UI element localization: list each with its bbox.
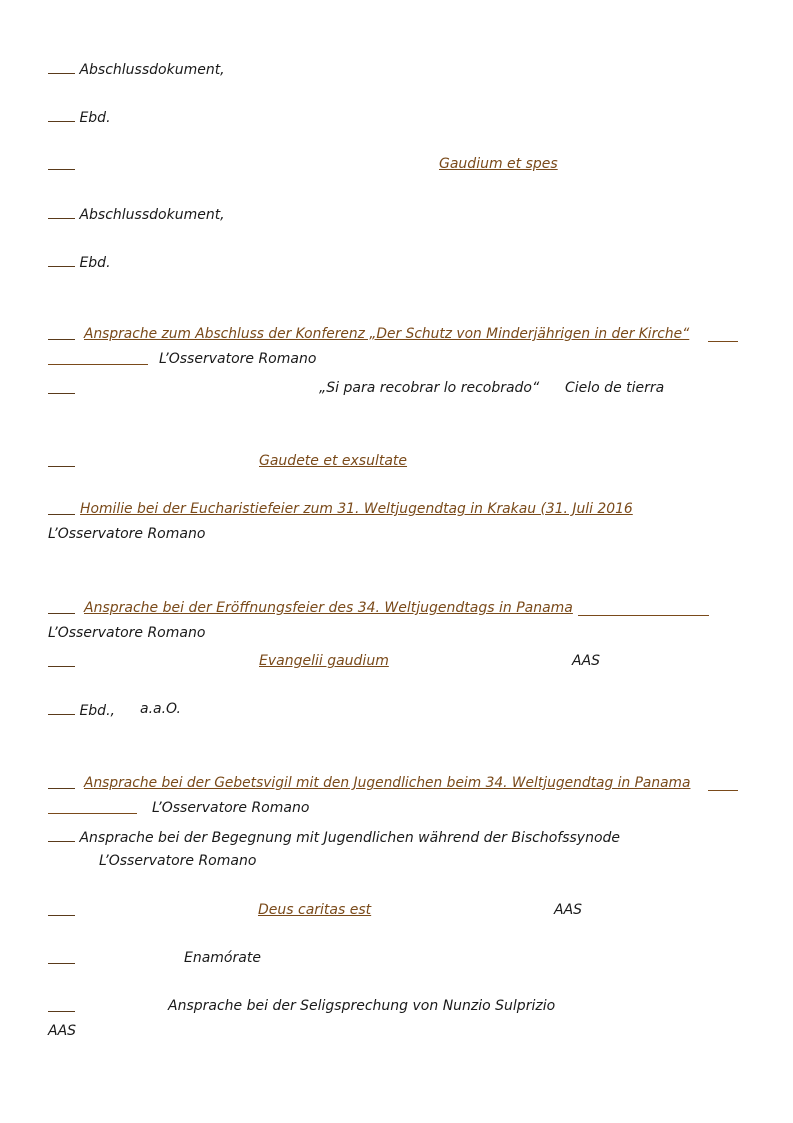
footnote-number-blank [48, 155, 75, 170]
footnote [48, 901, 75, 919]
footnote-number-blank [48, 59, 75, 74]
quoted-title: „Si para recobrar lo recobrado“ [319, 380, 540, 396]
footnote-number-blank [48, 700, 75, 715]
document-link[interactable]: Ansprache zum Abschluss der Konferenz „Der Schutz von Minderjährigen in der Kirche“ [84, 326, 690, 342]
footnote [48, 252, 111, 270]
footnote [48, 452, 75, 470]
source-title: Cielo de tierra [565, 380, 665, 396]
footnote [48, 599, 75, 617]
footnote-text: Ebd. [79, 110, 111, 126]
source-title: AAS [572, 653, 601, 669]
footnote [48, 774, 75, 792]
footnote-number-blank [48, 107, 75, 122]
underline-rule [708, 341, 738, 342]
footnote-number-blank [48, 379, 75, 394]
footnote-text: Ebd., [79, 703, 115, 719]
footnote-number-blank [48, 204, 75, 219]
footnote-text: Abschlussdokument, [79, 207, 225, 223]
document-link[interactable]: Homilie bei der Eucharistiefeier zum 31. Weltjugendtag in Krakau (31. Juli 2016 [80, 501, 633, 517]
footnote-continuation [48, 350, 148, 368]
footnote-number-blank [48, 500, 75, 515]
source-title: AAS [554, 902, 583, 918]
footnote-number-blank [48, 252, 75, 267]
footnote-number-blank [48, 997, 75, 1012]
underline-rule [578, 615, 709, 616]
source-title: L’Osservatore Romano [48, 625, 206, 641]
footnote-number-blank [48, 774, 75, 789]
footnote-number-blank [48, 599, 75, 614]
footnote [48, 379, 75, 397]
document-link[interactable]: Ansprache bei der Eröffnungsfeier des 34. Weltjugendtags in Panama [84, 600, 573, 616]
footnote-number-blank [48, 949, 75, 964]
footnote-number-blank [48, 827, 75, 842]
underline-rule [48, 799, 137, 814]
footnote [48, 997, 75, 1015]
document-link[interactable]: Deus caritas est [258, 902, 372, 918]
underline-rule [48, 350, 148, 365]
source-title: L’Osservatore Romano [159, 351, 317, 367]
footnote [48, 949, 75, 967]
footnote-continuation [48, 799, 137, 817]
document-link[interactable]: Gaudium et spes [439, 156, 558, 172]
footnote-text: Ebd. [79, 255, 111, 271]
source-title: L’Osservatore Romano [99, 853, 257, 869]
document-link[interactable]: Evangelii gaudium [259, 653, 389, 669]
footnote [48, 827, 620, 845]
footnote-number-blank [48, 325, 75, 340]
document-link[interactable]: Gaudete et exsultate [259, 453, 408, 469]
footnote-number-blank [48, 901, 75, 916]
footnote-number-blank [48, 452, 75, 467]
footnote [48, 204, 225, 222]
footnote-text: Ansprache bei der Seligsprechung von Nunzio Sulprizio [168, 998, 556, 1014]
footnote-number-blank [48, 652, 75, 667]
footnote-text: a.a.O. [140, 701, 181, 717]
footnote [48, 700, 115, 718]
source-title: AAS [48, 1023, 77, 1039]
source-title: L’Osservatore Romano [48, 526, 206, 542]
footnote-text: Enamórate [184, 950, 261, 966]
document-link[interactable]: Ansprache bei der Gebetsvigil mit den Jugendlichen beim 34. Weltjugendtag in Panama [84, 775, 691, 791]
footnote [48, 500, 75, 518]
footnote [48, 107, 111, 125]
footnote [48, 59, 225, 77]
underline-rule [708, 790, 738, 791]
footnote-text: Abschlussdokument, [79, 62, 225, 78]
source-title: L’Osservatore Romano [152, 800, 310, 816]
footnote [48, 652, 75, 670]
footnote [48, 155, 75, 173]
footnote-text: Ansprache bei der Begegnung mit Jugendlichen während der Bischofssynode [79, 830, 621, 846]
footnote [48, 325, 75, 343]
